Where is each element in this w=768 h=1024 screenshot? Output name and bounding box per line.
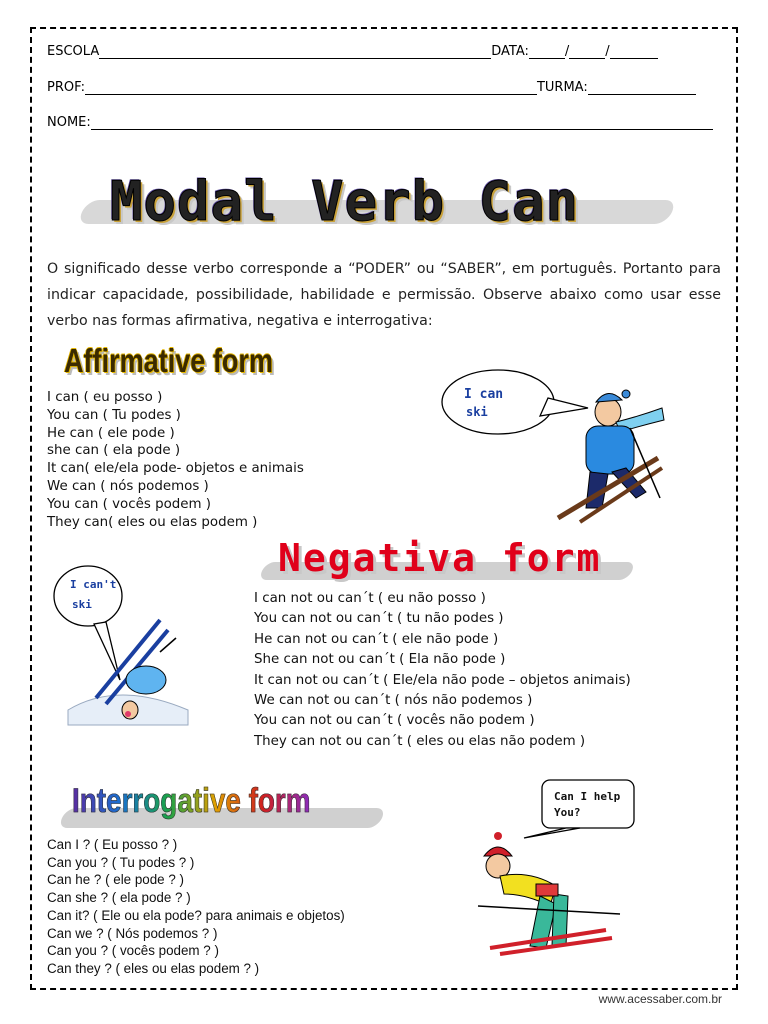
list-item: she can ( ela pode ): [47, 443, 181, 459]
list-item: He can ( ele pode ): [47, 425, 175, 441]
list-item: You can not ou can´t ( vocês não podem ): [254, 713, 535, 729]
list-item: It can( ele/ela pode- objetos e animais: [47, 461, 304, 477]
date-month-line: [569, 47, 605, 59]
escola-line: [99, 47, 491, 59]
negative-list: [254, 589, 631, 752]
page-title: Modal Verb Can: [110, 170, 580, 233]
footer-url: www.acessaber.com.br: [598, 992, 722, 1006]
bubble-line-2: You?: [554, 806, 581, 819]
escola-row: ESCOLA DATA: / /: [47, 44, 658, 59]
list-item: Can they ? ( eles ou elas podem ? ): [47, 960, 260, 976]
prof-line: [85, 83, 537, 95]
bubble-line-1: I can't: [70, 578, 117, 591]
turma-label: TURMA:: [536, 80, 588, 95]
list-item: Can I ? ( Eu posso ? ): [47, 837, 178, 852]
bubble-line-1: Can I help: [554, 790, 621, 803]
list-item: Can she ? ( ela pode ? ): [47, 890, 191, 906]
list-item: Can we ? ( Nós podemos ? ): [47, 925, 218, 941]
list-item: You can ( Tu podes ): [47, 407, 181, 423]
list-item: He can not ou can´t ( ele não pode ): [254, 631, 499, 647]
negative-title: Negativa form: [278, 536, 602, 580]
turma-line: [588, 83, 696, 95]
date-day-line: [529, 47, 565, 59]
nome-line: [91, 118, 713, 130]
list-item: I can ( eu posso ): [47, 390, 163, 405]
list-item: I can not ou can´t ( eu não posso ): [254, 591, 486, 606]
list-item: Can you ? ( vocês podem ? ): [47, 943, 219, 959]
list-item: It can not ou can´t ( Ele/ela não pode – objetos animais): [254, 672, 631, 688]
prof-row: [47, 80, 696, 95]
list-item: Can he ? ( ele pode ? ): [47, 872, 184, 888]
interrogative-title: Interrogative form: [72, 782, 311, 820]
speech-bubble: [442, 370, 554, 434]
bubble-line-2: ski: [72, 598, 92, 611]
list-item: Can you ? ( Tu podes ? ): [47, 854, 195, 870]
speech-bubble: [54, 566, 122, 626]
list-item: Can it? ( Ele ou ela pode? para animais e objetos): [47, 907, 345, 923]
interrogative-list: [47, 836, 345, 978]
intro-paragraph: O significado desse verbo corresponde a “PODER” ou “SABER”, em português. Portanto para indicar capacidade, possibilidade, habilidade e permissão. Observe abaixo como usar esse verbo nas formas afirmativa, negativa e interrogativa:: [47, 261, 721, 329]
list-item: You can ( vocês podem ): [47, 496, 212, 512]
escola-label: ESCOLA: [47, 44, 100, 59]
list-item: We can ( nós podemos ): [47, 478, 209, 494]
prof-label: PROF:: [47, 80, 85, 95]
skier-happy-illustration: [440, 368, 702, 526]
data-label: DATA:: [491, 44, 529, 59]
skier-fallen-illustration: [48, 560, 198, 732]
list-item: They can( eles ou elas podem ): [47, 514, 258, 530]
list-item: We can not ou can´t ( nós não podemos ): [254, 693, 533, 709]
nome-label: NOME:: [47, 115, 91, 130]
affirmative-title: Affirmative form: [64, 342, 274, 379]
bubble-line-1: I can: [464, 387, 504, 402]
skier-helper-illustration: [470, 776, 640, 966]
list-item: She can not ou can´t ( Ela não pode ): [254, 652, 506, 668]
bubble-line-2: ski: [466, 405, 488, 419]
list-item: They can not ou can´t ( eles ou elas não podem ): [254, 733, 586, 749]
speech-bubble: [542, 780, 634, 828]
list-item: You can not ou can´t ( tu não podes ): [254, 611, 504, 627]
nome-row: [47, 115, 713, 130]
affirmative-list: [47, 389, 304, 531]
date-year-line: [610, 47, 658, 59]
